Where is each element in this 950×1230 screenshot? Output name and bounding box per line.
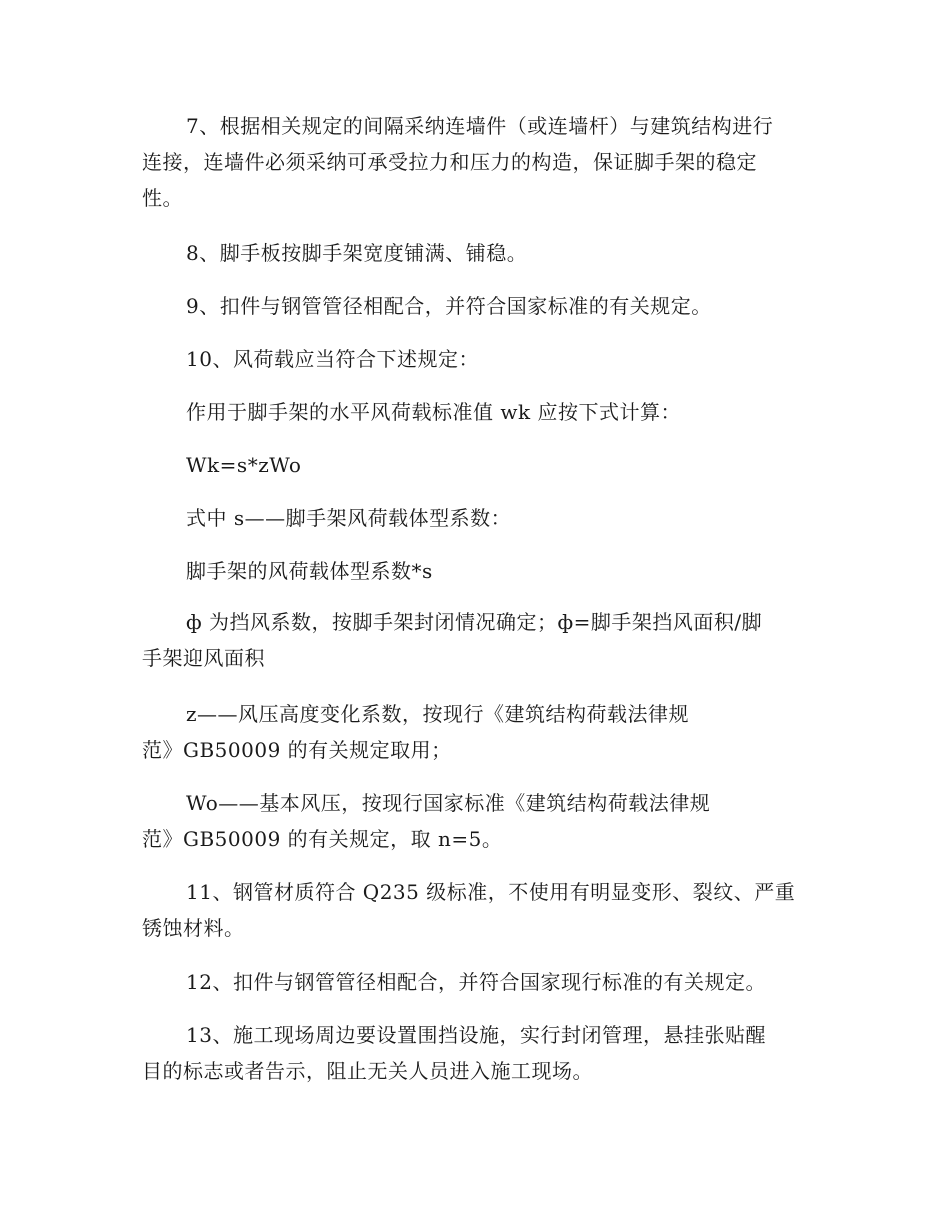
paragraph-13 xyxy=(142,1017,812,1089)
paragraph-line: 手架迎风面积 xyxy=(142,646,265,670)
paragraph-line: 性。 xyxy=(142,186,183,210)
paragraph-line: ф 为挡风系数，按脚手架封闭情况确定；ф=脚手架挡风面积/脚 xyxy=(186,610,763,634)
paragraph-line: 连接，连墙件必须采纳可承受拉力和压力的构造，保证脚手架的稳定 xyxy=(142,150,757,174)
paragraph-height-coefficient xyxy=(142,696,812,768)
paragraph-line: 式中 s——脚手架风荷载体型系数： xyxy=(186,506,512,530)
paragraph-10 xyxy=(142,341,812,377)
paragraph-line: 范》GB50009 的有关规定取用； xyxy=(142,738,452,762)
paragraph-line: Wk=s*zWo xyxy=(186,453,302,477)
paragraph-8 xyxy=(142,235,812,271)
paragraph-7 xyxy=(142,108,812,216)
paragraph-line: 13、施工现场周边要设置围挡设施，实行封闭管理，悬挂张贴醒 xyxy=(186,1023,766,1047)
paragraph-basic-pressure xyxy=(142,785,812,857)
paragraph-line: 锈蚀材料。 xyxy=(142,916,245,940)
paragraph-wind-shield xyxy=(142,604,812,676)
paragraph-shape-coefficient xyxy=(142,553,812,589)
paragraph-9 xyxy=(142,288,812,324)
formula-line xyxy=(142,447,812,483)
paragraph-line: z——风压高度变化系数，按现行《建筑结构荷载法律规 xyxy=(186,702,690,726)
paragraph-line: 作用于脚手架的水平风荷载标准值 wk 应按下式计算： xyxy=(186,400,681,424)
paragraph-line: 脚手架的风荷载体型系数*s xyxy=(186,559,433,583)
paragraph-11 xyxy=(142,874,812,946)
paragraph-line: 7、根据相关规定的间隔采纳连墙件（或连墙杆）与建筑结构进行 xyxy=(186,114,774,138)
paragraph-line: 范》GB50009 的有关规定，取 n=5。 xyxy=(142,827,503,851)
paragraph-line: 9、扣件与钢管管径相配合，并符合国家标准的有关规定。 xyxy=(186,294,712,318)
paragraph-12 xyxy=(142,964,812,1000)
paragraph-wind-load-intro xyxy=(142,394,812,430)
paragraph-line: 10、风荷载应当符合下述规定： xyxy=(186,347,479,371)
paragraph-coefficient-s xyxy=(142,500,812,536)
paragraph-line: 12、扣件与钢管管径相配合，并符合国家现行标准的有关规定。 xyxy=(186,970,766,994)
paragraph-line: 目的标志或者告示，阻止无关人员进入施工现场。 xyxy=(142,1059,593,1083)
paragraph-line: Wo——基本风压，按现行国家标准《建筑结构荷载法律规 xyxy=(186,791,711,815)
paragraph-line: 11、钢管材质符合 Q235 级标准，不使用有明显变形、裂纹、严重 xyxy=(186,880,796,904)
paragraph-line: 8、脚手板按脚手架宽度铺满、铺稳。 xyxy=(186,241,528,265)
